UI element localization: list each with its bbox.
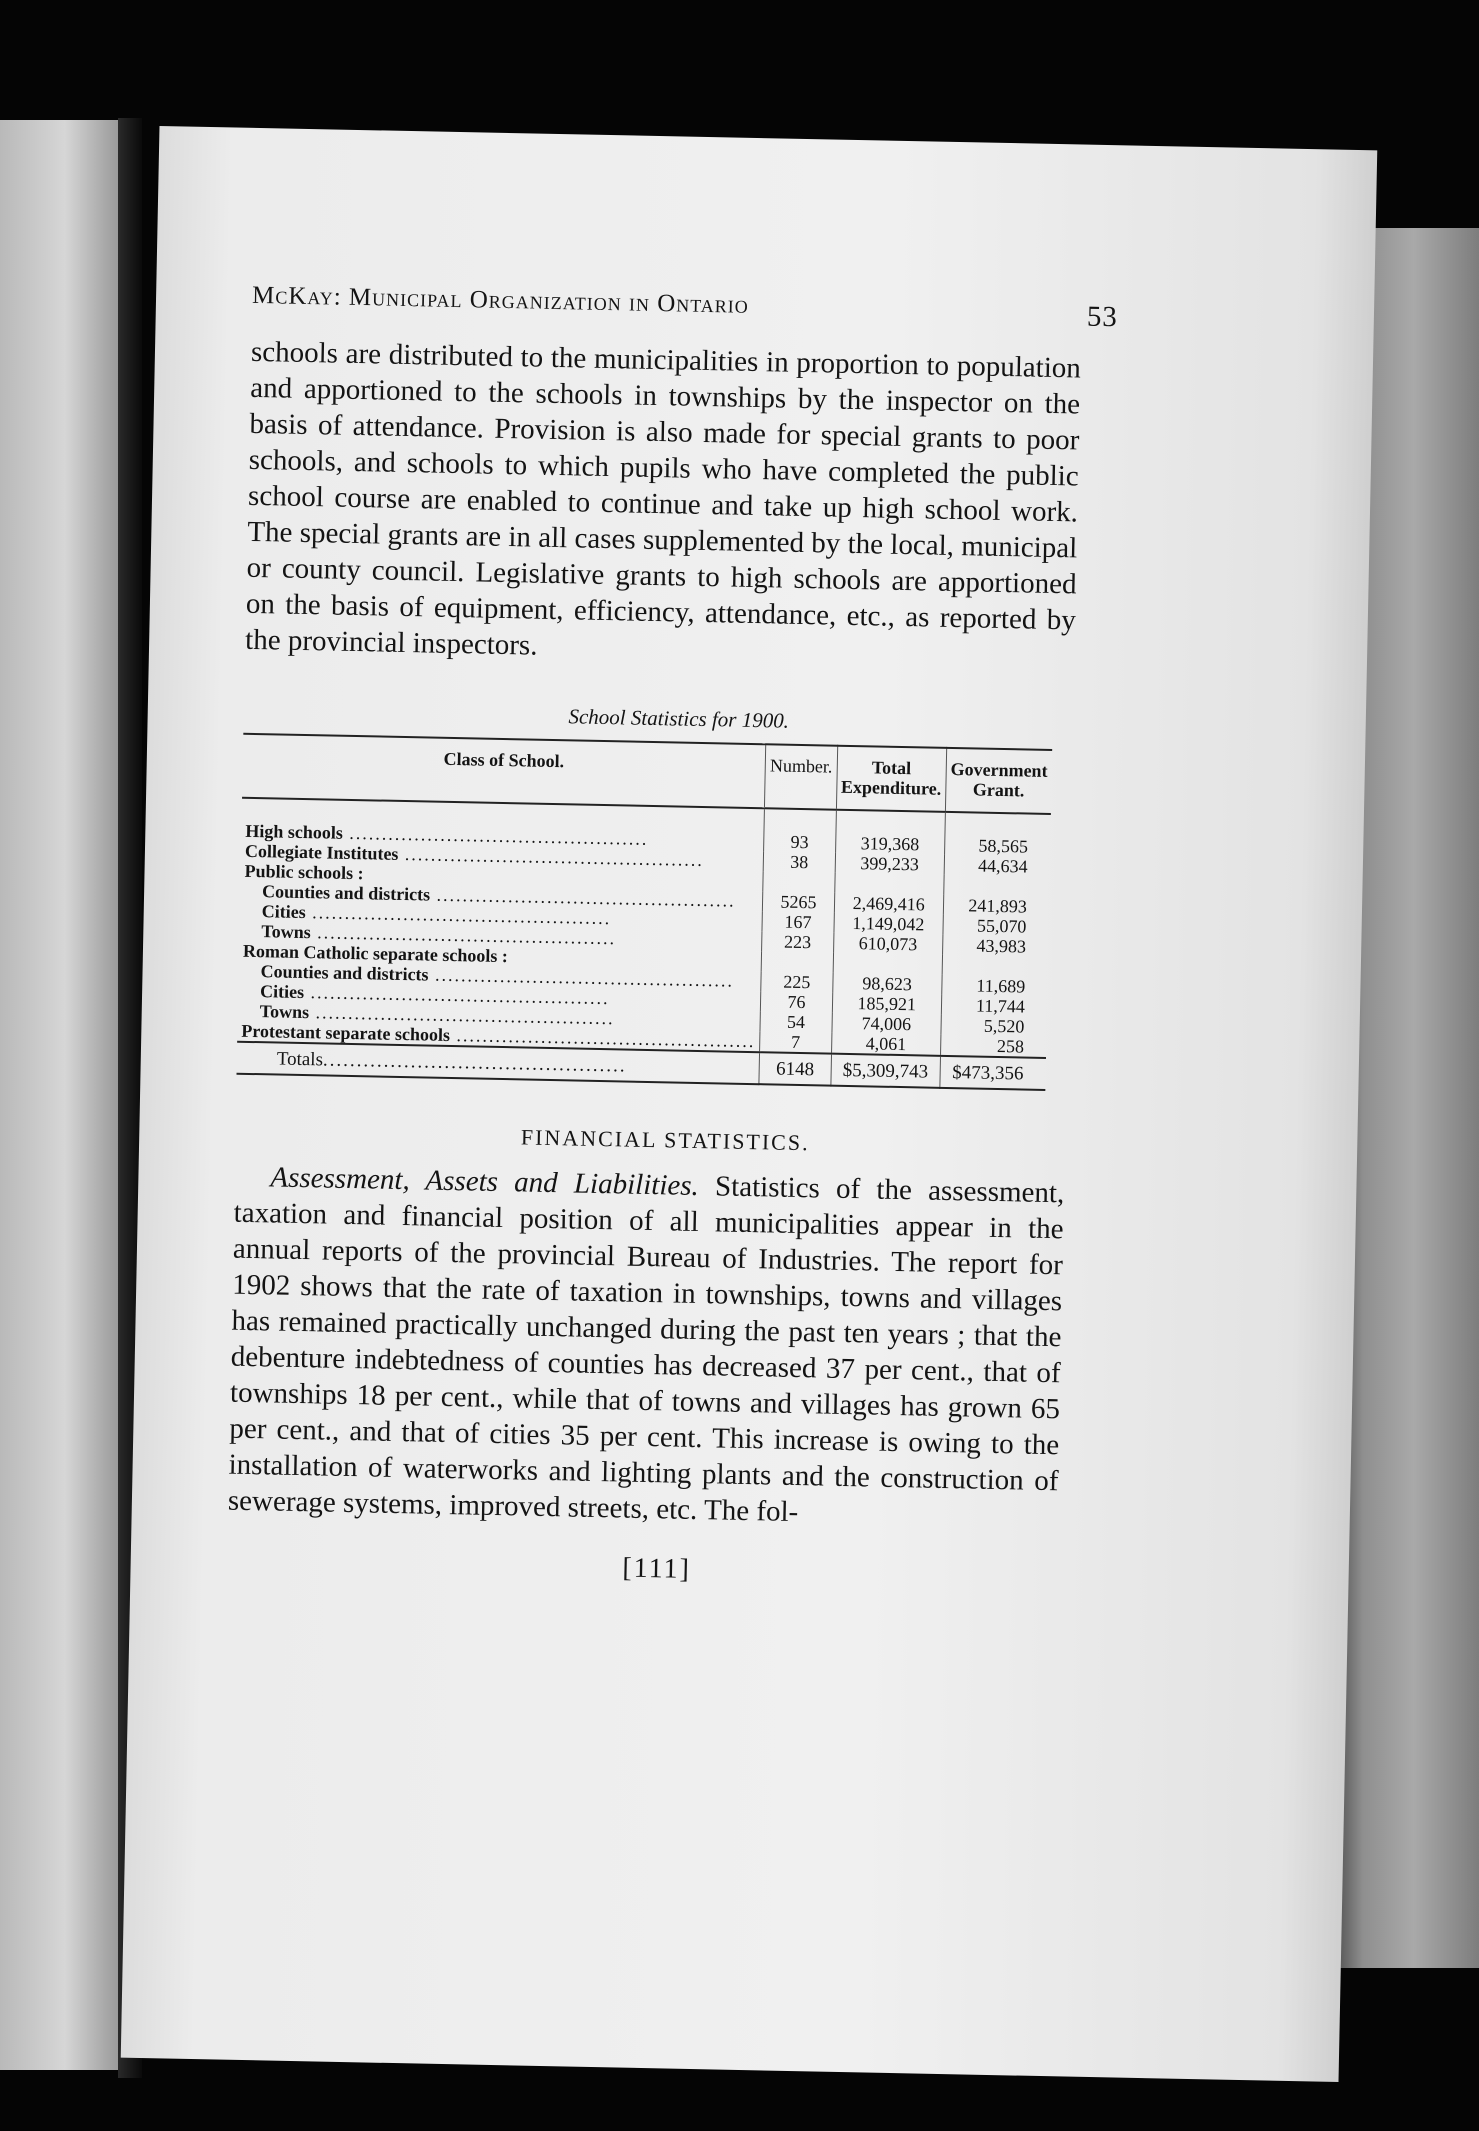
signature-mark: [111]	[622, 1552, 692, 1585]
row-grant: 11,689	[942, 975, 1048, 997]
page-content	[226, 276, 1119, 1593]
table-caption: School Statistics for 1900.	[568, 704, 790, 733]
row-number	[761, 951, 833, 972]
row-expenditure	[834, 873, 944, 895]
row-expenditure: 185,921	[832, 993, 942, 1015]
totals-label-text: Totals	[276, 1048, 324, 1071]
header-number: Number.	[765, 744, 838, 809]
row-expenditure: 2,469,416	[834, 893, 944, 915]
row-label-text: Towns	[259, 1001, 310, 1023]
running-title: McKay: Municipal Organization in Ontario	[251, 281, 750, 319]
header-class: Class of School.	[242, 734, 766, 808]
row-label-text: Roman Catholic separate schools :	[242, 940, 509, 967]
leader-dots: ..............................................	[305, 902, 612, 929]
leader-dots: ..............................................	[449, 1024, 756, 1052]
row-expenditure: 399,233	[835, 853, 945, 875]
row-grant	[942, 955, 1048, 977]
row-grant: 44,634	[944, 855, 1050, 877]
row-number: 225	[761, 971, 833, 992]
row-grant: 55,070	[943, 915, 1049, 937]
totals-number: 6148	[759, 1052, 831, 1085]
leader-dots: ..............................................	[429, 884, 736, 911]
paragraph-lead: Assessment, Assets and Liabilities.	[270, 1161, 700, 1203]
page-number: 53	[1086, 300, 1119, 334]
row-grant	[944, 875, 1050, 897]
row-label-text: Public schools :	[244, 860, 364, 884]
row-label-text: Towns	[261, 921, 311, 943]
row-number	[763, 871, 835, 892]
leader-dots: ..............................................	[308, 1002, 615, 1029]
totals-expenditure: $5,309,743	[831, 1054, 941, 1088]
facing-page-edge	[0, 120, 118, 2070]
row-label-text: Collegiate Institutes	[244, 840, 399, 864]
row-grant: 5,520	[941, 1015, 1047, 1037]
header-expenditure: Total Expenditure.	[836, 746, 946, 812]
school-statistics-table	[236, 733, 1052, 1091]
financial-paragraph	[228, 1159, 1065, 1536]
totals-grant: $473,356	[940, 1056, 1046, 1090]
running-head	[251, 276, 1119, 334]
body-paragraph: schools are distributed to the municipalities in proportion to population and apportioned to the schools in townships by the inspector on the basis of attendance. Provision is also made for special grants to poor schools, and schools to which pupils who have completed the public school course are enabled to continue and take up high school work. The special grants are in all cases supplemented by the local, municipal or county council. Legislative grants to high schools are apportioned on the basis of equipment, efficiency, attendance, etc., as reported by the provincial inspectors.	[244, 335, 1082, 662]
row-number: 38	[763, 851, 835, 872]
row-grant: 58,565	[944, 812, 1050, 857]
leader-dots: ..............................................	[342, 822, 649, 849]
row-grant: 241,893	[943, 895, 1049, 917]
book-page	[121, 126, 1378, 2082]
row-expenditure	[833, 953, 943, 975]
row-number: 76	[761, 991, 833, 1012]
row-expenditure: 4,061	[831, 1033, 941, 1056]
table-body	[237, 798, 1051, 1090]
row-label-text: Counties and districts	[261, 881, 431, 905]
leader-dots: .............................................	[322, 1049, 627, 1077]
row-number: 167	[762, 911, 834, 932]
leader-dots: ..............................................	[303, 982, 610, 1009]
leader-dots: ..............................................	[310, 922, 617, 949]
header-grant: Government Grant.	[945, 748, 1052, 814]
row-label-text: Cities	[259, 981, 305, 1003]
row-number: 5265	[763, 891, 835, 912]
row-label-text: Counties and districts	[260, 961, 429, 985]
row-label-text: Cities	[261, 901, 306, 923]
row-number: 93	[764, 808, 836, 852]
row-expenditure: 74,006	[832, 1013, 942, 1035]
section-heading: FINANCIAL STATISTICS.	[520, 1124, 810, 1156]
row-expenditure: 1,149,042	[834, 913, 944, 935]
row-grant: 43,983	[942, 935, 1048, 957]
row-grant: 258	[940, 1035, 1046, 1058]
row-expenditure: 98,623	[832, 973, 942, 995]
row-number: 223	[762, 931, 834, 952]
leader-dots: ..............................................	[398, 843, 705, 871]
row-label-text: Protestant separate schools	[241, 1020, 451, 1045]
row-number: 54	[760, 1011, 832, 1032]
row-number: 7	[760, 1031, 832, 1053]
row-grant: 11,744	[941, 995, 1047, 1017]
leader-dots: ..............................................	[428, 964, 735, 991]
row-expenditure: 319,368	[835, 810, 945, 855]
paragraph-text: Statistics of the assessment, taxation and financial position of all municipalities appear in the annual reports of the provincial Bureau of Industries. The report for 1902 shows that the rate of taxation in townships, towns and villages has remained practically unchanged during the past ten years ; that the debenture indebtedness of counties has decreased 37 per cent., that of townships 18 per cent., while that of towns and villages has grown 65 per cent., and that of cities 35 per cent. This increase is owing to the installation of waterworks and lighting plants and the construction of sewerage systems, improved streets, etc. The fol-	[227, 1170, 1065, 1529]
row-label-text: High schools	[245, 820, 344, 843]
row-expenditure: 610,073	[833, 933, 943, 955]
